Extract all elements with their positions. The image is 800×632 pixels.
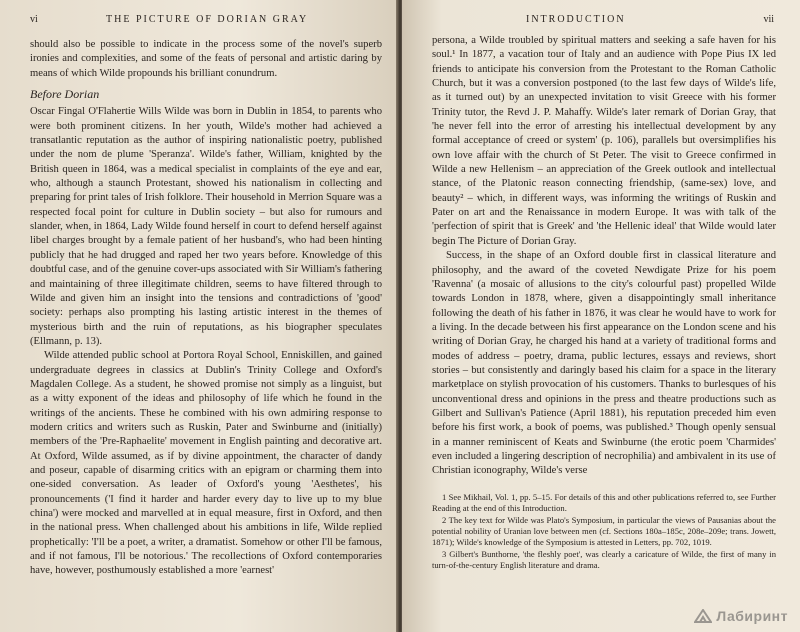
- footnote-1: 1 See Mikhail, Vol. 1, pp. 5–15. For details of this and other publications referred to, see Further Reading at the end of this Introduction.: [432, 492, 776, 513]
- page-number-left: vi: [30, 14, 38, 25]
- section-heading: Before Dorian: [30, 87, 100, 102]
- footnotes: [432, 492, 776, 572]
- right-body: [432, 34, 776, 479]
- running-head-right: INTRODUCTION: [526, 14, 626, 25]
- left-body: [30, 38, 382, 579]
- page-number-right: vii: [763, 14, 774, 25]
- right-paragraph-2: Success, in the shape of an Oxford double first in classical literature and philosophy, and the award of the coveted Newdigate Prize for his poem 'Ravenna' (a mosaic of allusions to the city's colourful past) propelled Wilde towards London in 1878, where, given a disappointingly small inheritance following the death of his father in 1876, it was clear he would have to work for a living. In the decade between his first appearance on the London scene and his writing of Dorian Gray, he charged his hand at a variety of traditional forms and modes of address – poetry, drama, public lectures, essays and reviews, short stories – but consistently and daringly based his claim for a space in the literary marketplace on stylish provocation of his customers. Thanks to burlesques of his unconventional dress and opinions in the press and theatre productions such as Gilbert and Sullivan's Patience (April 1881), his reputation preceded him even before his first work, a book of poems, was published.³ Though openly sensual in a manner reminiscent of Keats and Swinburne (the erotic poem 'Charmides' even included a lingering description of necrophilia) and ambivalent in its use of Christian iconography, Wilde's verse: [432, 250, 776, 477]
- footnote-3: 3 Gilbert's Bunthorne, 'the fleshly poet', was clearly a caricature of Wilde, the first of many in turn-of-the-century English literature and drama.: [432, 549, 776, 570]
- footnote-2: 2 The key text for Wilde was Plato's Symposium, in particular the views of Pausanias about the potential nobility of Uranian love between men (cf. Sections 180a–185c, 208e–209e; trans. Jowett, 1871); Wilde's knowledge of the Symposium is attested in Letters, pp. 702, 1019.: [432, 515, 776, 547]
- running-head-left: THE PICTURE OF DORIAN GRAY: [106, 14, 309, 25]
- left-paragraph-1: Oscar Fingal O'Flahertie Wills Wilde was born in Dublin in 1854, to parents who were both prominent citizens. In her youth, Wilde's mother had achieved a transatlantic reputation as the author of inspiring nationalistic poetry, published under the nom de plume 'Speranza'. Wilde's father, William, knighted by the British queen in 1864, was a medical specialist in complaints of the eye and ear, who, although a staunch Protestant, showed his nationalism in collecting and preparing for print tales of Irish folklore. Their household in Merrion Square was a respected focal point for culture in Dublin society – but also for rumours and slander, when, in 1864, Lady Wilde found herself in court to defend herself against libel charges brought by a female patient of her husband's, who had been hinting publicly that he had drugged and raped her two years before. Knowledge of this doubtful case, and of the genuine cover-ups associated with Sir William's fathering and maintaining of three illegitimate children, seems to have filtered through to Wilde and given him an insight into the tensions and contradictions of 'good' society: perhaps also prompting his lasting artistic interest in the themes of mysterious birth and the ruin of reputations, as his biographer speculates (Ellmann, p. 13).: [30, 106, 382, 347]
- left-paragraph-2: Wilde attended public school at Portora Royal School, Enniskillen, and gained undergraduate degrees in classics at Dublin's Trinity College and Oxford's Magdalen College. As a student, he showed promise not simply as a linguist, but as a witty exponent of the ideas and philosophy of life which he found in the writings of the ancients. These he combined with his own admiring response to modern critics and writers such as Ruskin, Pater and Swinburne and (initially) members of the 'Pre-Raphaelite' movement in English painting and decorative art. At Oxford, Wilde assumed, as if by divine appointment, the character of dandy and poseur, capable of disarming critics with an epigram or charming them into one-sided conversation. As leader of Oxford's young 'Aesthetes', his pronouncements ('I find it harder and harder every day to live up to my blue china') were mocked and marvelled at in equal measure, first in Oxford, and then in the national press. When challenged about his ambitions in life, Wilde replied prophetically: 'I'll be a poet, a writer, a dramatist. Somehow or other I'll be famous, and if not famous, I'll be notorious.' The recollections of Oxford contemporaries have, however, posthumously established a more 'earnest': [30, 350, 382, 577]
- labirint-watermark: [694, 608, 788, 624]
- right-page: [402, 0, 800, 632]
- watermark-text: Лабиринт: [716, 608, 788, 624]
- right-paragraph-1: persona, a Wilde troubled by spiritual matters and seeking a safe haven for his soul.¹ In 1877, a vacation tour of Italy and an audience with Pope Pius IX led friends to anticipate his conversion from the Protestant to the Roman Catholic Church, but it was a conversion postponed (to the last few days of Wilde's life, as it turned out) by an unexpected invitation to visit Greece with his former Trinity tutor, the Revd J. P. Mahaffy. Wilde's later remark of Dorian Gray, that 'he never fell into the error of arresting his intellectual development by any formal acceptance of creed or system' (p. 106), parallels but oversimplifies his own love affair with the church of St Peter. The visit to Greece confirmed in Wilde a new Hellenism – an appreciation of the Greek outlook and intellectual stance, of the Platonic reason connecting friendship, (same-sex) love, and beauty² – which, in different ways, was informing the writings of Ruskin and Pater on art and the Renaissance in modern Europe. It was with talk of the 'perfection of spirit that is Greek' and 'the Hellenic ideal' that Wilde would later begin The Picture of Dorian Gray.: [432, 35, 776, 247]
- left-page: [0, 0, 398, 632]
- labirint-logo-icon: [694, 609, 712, 623]
- left-intro-paragraph: should also be possible to indicate in the process some of the novel's superb ironies and complexities, and some of the feats of personal and artistic daring by means of which Wilde propounds his brilliant conundrum.: [30, 39, 382, 79]
